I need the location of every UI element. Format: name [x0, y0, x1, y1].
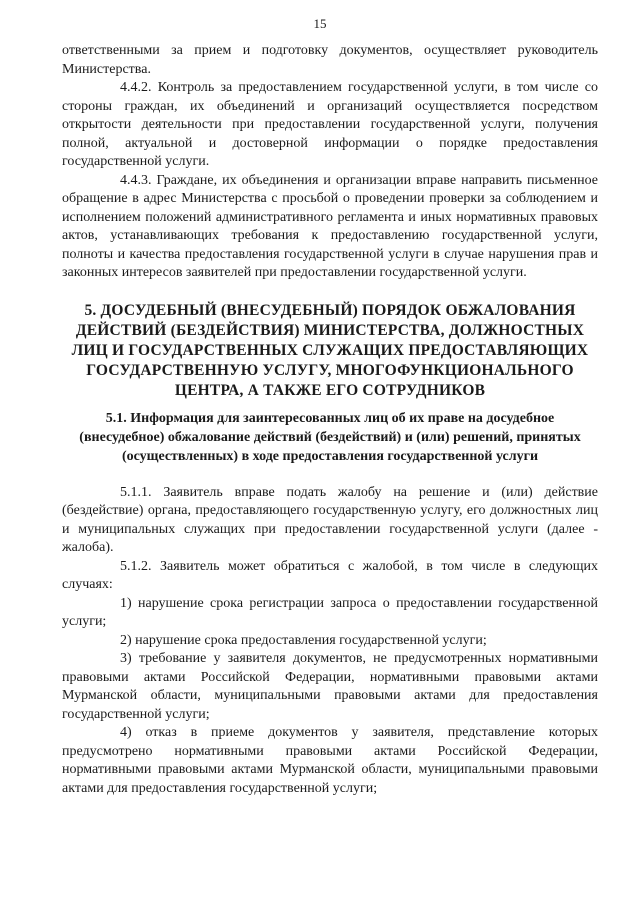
list-item-3: 3) требование у заявителя документов, не предусмотренных нормативными правовыми актами Российской Федерации, нормативными правовыми актами Мурманской области, муниципальными правовыми актами для предоставления государственной услуги;	[62, 651, 598, 722]
subsection-heading: 5.1. Информация для заинтересованных лиц об их праве на досудебное (внесудебное) обжалование действий (бездействий) и (или) решений, принятых (осуществленных) в ходе предоставления государственной услуги	[79, 410, 581, 464]
list-item-4: 4) отказ в приеме документов у заявителя, представление которых предусмотрено нормативными правовыми актами Российской Федерации, нормативными правовыми актами Мурманской области, муниципальными правовыми актами для предоставления государственной услуги;	[62, 725, 598, 796]
page-content	[62, 42, 598, 798]
list-item-1: 1) нарушение срока регистрации запроса о предоставлении государственной услуги;	[62, 595, 598, 629]
paragraph-continuation: ответственными за прием и подготовку документов, осуществляет руководитель Министерства.	[62, 43, 598, 77]
section-heading: 5. ДОСУДЕБНЫЙ (ВНЕСУДЕБНЫЙ) ПОРЯДОК ОБЖАЛОВАНИЯ ДЕЙСТВИЙ (БЕЗДЕЙСТВИЯ) МИНИСТЕРСТВА, ДОЛЖНОСТНЫХ ЛИЦ И ГОСУДАРСТВЕННЫХ СЛУЖАЩИХ ПРЕДОСТАВЛЯЮЩИХ ГОСУДАРСТВЕННУЮ УСЛУГУ, МНОГОФУНКЦИОНАЛЬНОГО ЦЕНТРА, А ТАКЖЕ ЕГО СОТРУДНИКОВ	[71, 301, 589, 399]
paragraph-5-1-1: 5.1.1. Заявитель вправе подать жалобу на решение и (или) действие (бездействие) органа, предоставляющего государственную услугу, его должностных лиц и муниципальных служащих при предоставлении государственной услуги (далее - жалоба).	[62, 484, 598, 555]
paragraph-5-1-2: 5.1.2. Заявитель может обратиться с жалобой, в том числе в следующих случаях:	[62, 558, 598, 592]
list-item-2: 2) нарушение срока предоставления государственной услуги;	[120, 632, 487, 648]
paragraph-4-4-3: 4.4.3. Граждане, их объединения и организации вправе направить письменное обращение в адрес Министерства с просьбой о проведении проверки за соблюдением и исполнением положений административного регламента и иных нормативных правовых актов, устанавливающих требования к предоставлению государственной услуги, полноты и качества предоставления государственной услуги в случае нарушения прав и законных интересов заявителей при предоставлении государственной услуги.	[62, 172, 598, 280]
paragraph-4-4-2: 4.4.2. Контроль за предоставлением государственной услуги, в том числе со стороны граждан, их объединений и организаций осуществляется посредством открытости деятельности при предоставлении государственной услуги, получения полной, актуальной и достоверной информации о порядке предоставления государственной услуги.	[62, 80, 598, 169]
page-number: 15	[313, 16, 327, 31]
